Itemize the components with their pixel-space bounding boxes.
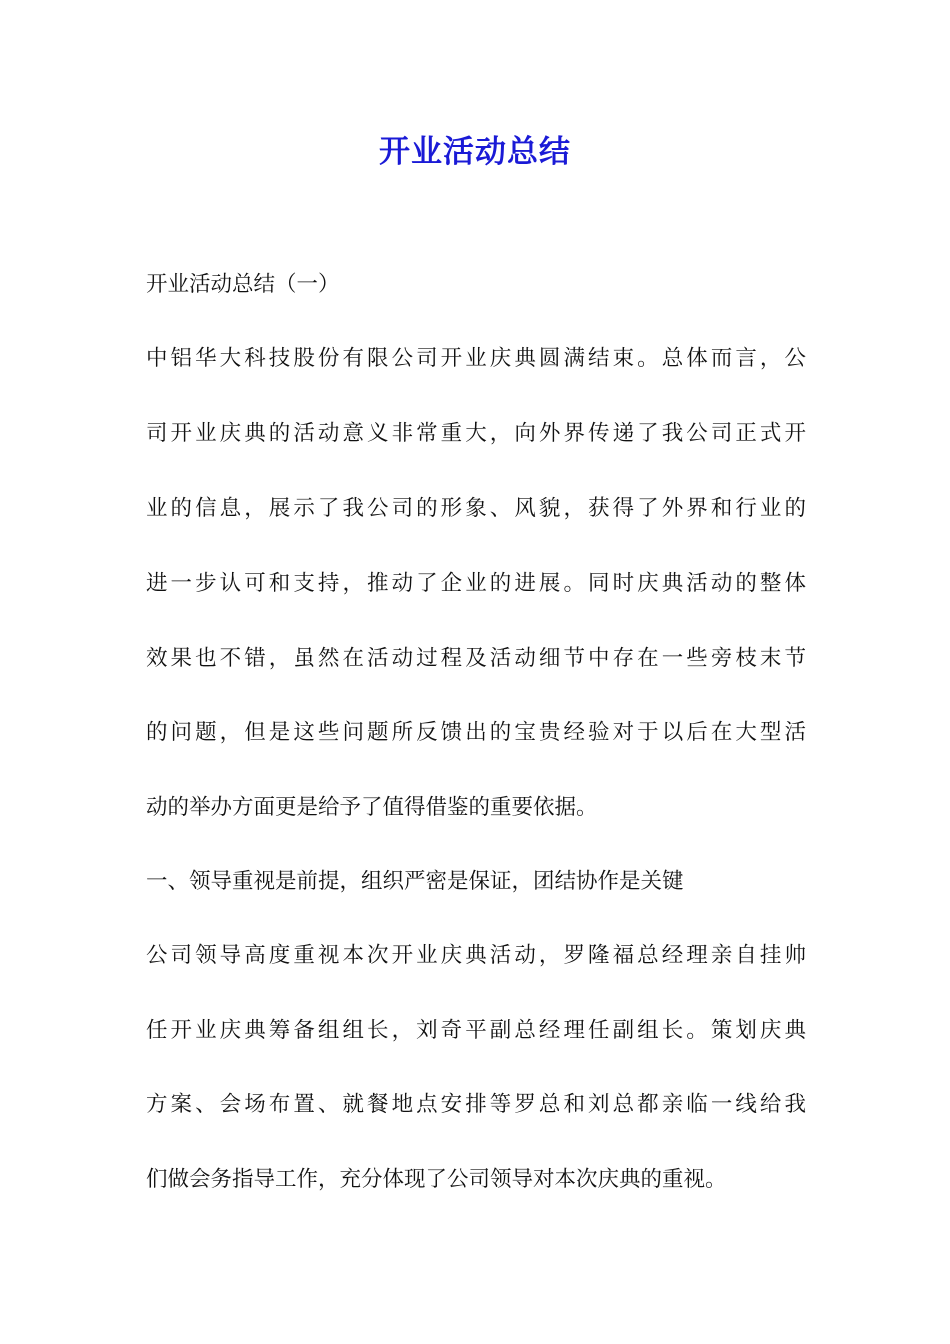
paragraph-1-line-2: 司开业庆典的活动意义非常重大，向外界传递了我公司正式开: [146, 421, 806, 446]
paragraph-1-line-1: 中铝华大科技股份有限公司开业庆典圆满结束。总体而言，公: [146, 346, 806, 371]
paragraph-2-line-4: 们做会务指导工作，充分体现了公司领导对本次庆典的重视。: [146, 1167, 727, 1192]
paragraph-1-line-7: 动的举办方面更是给予了值得借鉴的重要依据。: [146, 795, 598, 820]
paragraph-1-line-4: 进一步认可和支持，推动了企业的进展。同时庆典活动的整体: [146, 571, 806, 596]
paragraph-2-line-1: 公司领导高度重视本次开业庆典活动，罗隆福总经理亲自挂帅: [146, 943, 806, 968]
paragraph-2-line-2: 任开业庆典筹备组组长，刘奇平副总经理任副组长。策划庆典: [146, 1018, 806, 1043]
paragraph-1-line-3: 业的信息，展示了我公司的形象、风貌，获得了外界和行业的: [146, 496, 806, 521]
paragraph-1-line-5: 效果也不错，虽然在活动过程及活动细节中存在一些旁枝末节: [146, 646, 806, 671]
section-heading: 开业活动总结（一）: [146, 272, 340, 297]
document-title: 开业活动总结: [379, 134, 571, 170]
subheading-1: 一、领导重视是前提，组织严密是保证，团结协作是关键: [146, 869, 684, 894]
paragraph-2-line-3: 方案、会场布置、就餐地点安排等罗总和刘总都亲临一线给我: [146, 1092, 806, 1117]
paragraph-1-line-6: 的问题，但是这些问题所反馈出的宝贵经验对于以后在大型活: [146, 720, 806, 745]
